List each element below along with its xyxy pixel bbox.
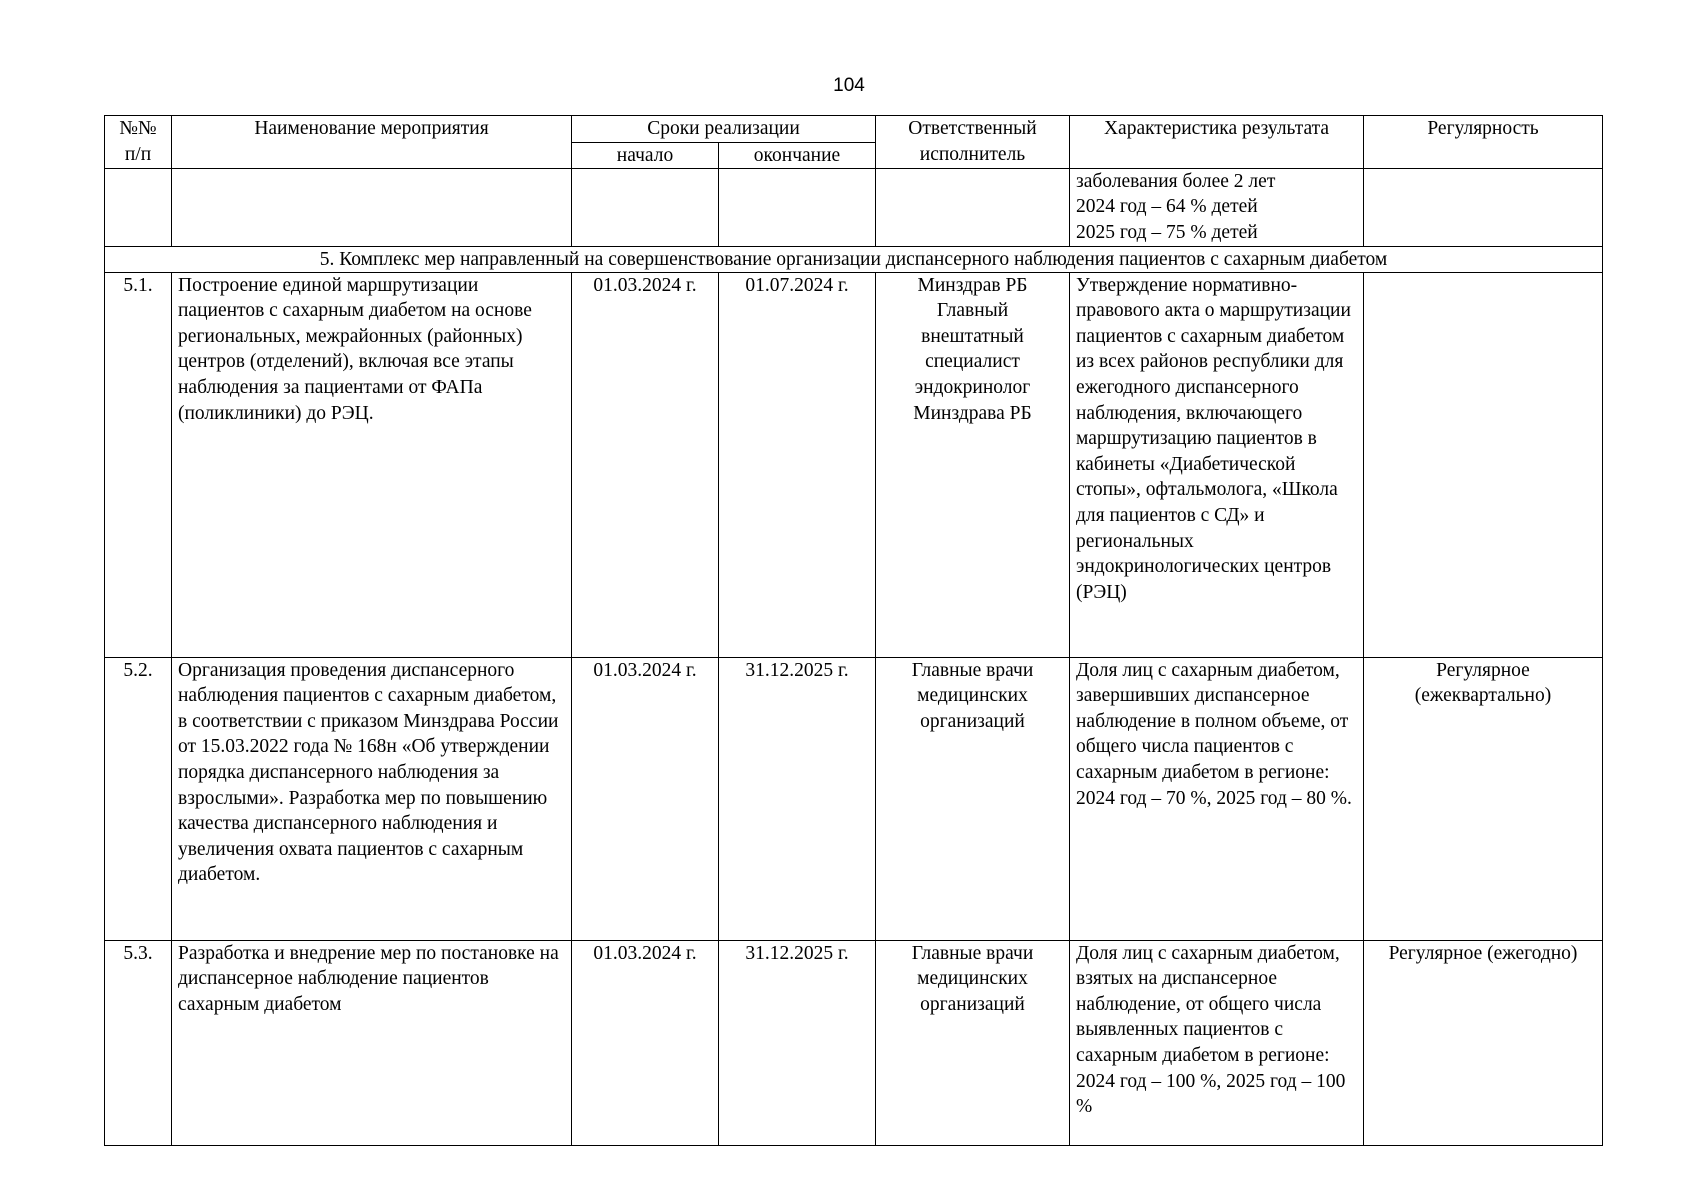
cell-start — [572, 168, 719, 246]
result-line: 2025 год – 75 % детей — [1076, 221, 1258, 243]
cell-end: 31.12.2025 г. — [719, 657, 876, 940]
cell-start: 01.03.2024 г. — [572, 657, 719, 940]
cell-responsible: Главные врачи медицинских организаций — [876, 657, 1070, 940]
result-line: 2024 год – 64 % детей — [1076, 196, 1258, 218]
table-row — [105, 940, 1603, 1145]
page-number: 104 — [833, 75, 865, 96]
cell-start: 01.03.2024 г. — [572, 940, 719, 1145]
cell-end — [719, 168, 876, 246]
cell-num: 5.3. — [105, 940, 172, 1145]
header-end: окончание — [719, 142, 876, 168]
header-result: Характеристика результата — [1070, 116, 1364, 169]
table-row — [105, 272, 1603, 657]
continuation-row — [105, 168, 1603, 246]
section-row — [105, 246, 1603, 272]
header-start: начало — [572, 142, 719, 168]
cell-name: Построение единой маршрутизации пациентов с сахарным диабетом на основе региональных, межрайонных (районных) центров (отделений), включая все этапы наблюдения за пациентами от ФАПа (поликлиники) до РЭЦ. — [172, 272, 572, 657]
cell-regularity — [1364, 168, 1603, 246]
cell-num: 5.1. — [105, 272, 172, 657]
header-num: №№ п/п — [105, 116, 172, 169]
header-row — [105, 116, 1603, 143]
cell-responsible: Главные врачи медицинских организаций — [876, 940, 1070, 1145]
cell-regularity: Регулярное (ежегодно) — [1364, 940, 1603, 1145]
cell-result: Доля лиц с сахарным диабетом, завершивших диспансерное наблюдение в полном объеме, от общего числа пациентов с сахарным диабетом в регионе: 2024 год – 70 %, 2025 год – 80 %. — [1070, 657, 1364, 940]
table-row — [105, 657, 1603, 940]
cell-result: Утверждение нормативно-правового акта о маршрутизации пациентов с сахарным диабетом из всех районов республики для ежегодного диспансерного наблюдения, включающего маршрутизацию пациентов в кабинеты «Диабетической стопы», офтальмолога, «Школа для пациентов с СД» и региональных эндокринологических центров (РЭЦ) — [1070, 272, 1364, 657]
cell-regularity: Регулярное (ежеквартально) — [1364, 657, 1603, 940]
header-regularity: Регулярность — [1364, 116, 1603, 169]
cell-regularity — [1364, 272, 1603, 657]
header-name: Наименование мероприятия — [172, 116, 572, 169]
result-line: заболевания более 2 лет — [1076, 170, 1276, 192]
cell-responsible — [876, 168, 1070, 246]
header-terms: Сроки реализации — [572, 116, 876, 143]
activities-table — [104, 115, 1603, 1146]
header-responsible: Ответственный исполнитель — [876, 116, 1070, 169]
cell-name: Разработка и внедрение мер по постановке на диспансерное наблюдение пациентов сахарным диабетом — [172, 940, 572, 1145]
section-title: 5. Комплекс мер направленный на совершенствование организации диспансерного наблюдения пациентов с сахарным диабетом — [105, 246, 1603, 272]
cell-end: 01.07.2024 г. — [719, 272, 876, 657]
cell-result: Доля лиц с сахарным диабетом, взятых на диспансерное наблюдение, от общего числа выявленных пациентов с сахарным диабетом в регионе: 2024 год – 100 %, 2025 год – 100 % — [1070, 940, 1364, 1145]
cell-start: 01.03.2024 г. — [572, 272, 719, 657]
cell-name — [172, 168, 572, 246]
cell-responsible: Минздрав РБ Главный внештатный специалист эндокринолог Минздрава РБ — [876, 272, 1070, 657]
cell-num: 5.2. — [105, 657, 172, 940]
cell-name: Организация проведения диспансерного наблюдения пациентов с сахарным диабетом, в соответствии с приказом Минздрава России от 15.03.2022 года № 168н «Об утверждении порядка диспансерного наблюдения за взрослыми». Разработка мер по повышению качества диспансерного наблюдения и увеличения охвата пациентов с сахарным диабетом. — [172, 657, 572, 940]
cell-end: 31.12.2025 г. — [719, 940, 876, 1145]
cell-result — [1070, 168, 1364, 246]
cell-num — [105, 168, 172, 246]
